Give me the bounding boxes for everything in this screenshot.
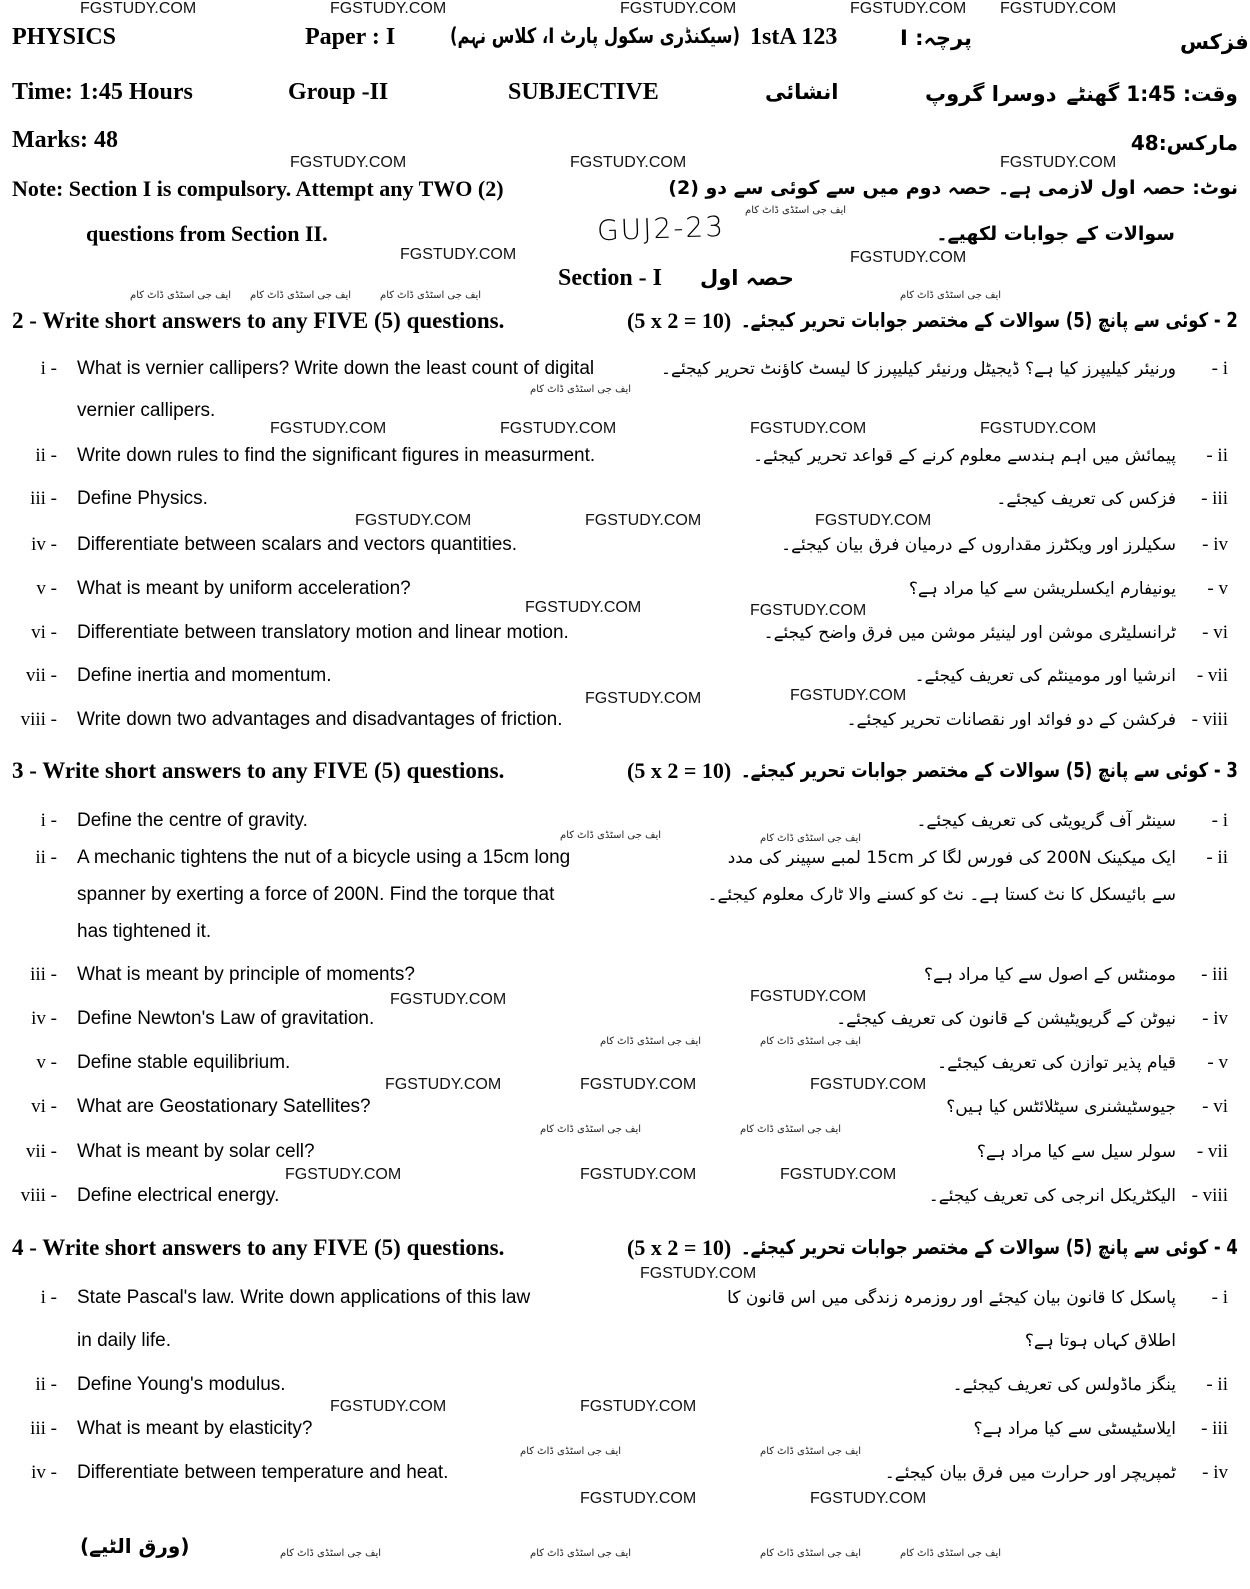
time-ur: وقت: 1:45 گھنٹے [1066, 82, 1238, 106]
question-number: vii - [25, 1141, 57, 1162]
question-heading-en: 4 - Write short answers to any FIVE (5) questions. [12, 1235, 505, 1260]
question-number-ur: - v [1207, 578, 1228, 599]
question-text-ur: پیمائش میں اہم ہندسے معلوم کرنے کے قواعد تحریر کیجئے۔ [753, 446, 1176, 466]
watermark-text: FGSTUDY.COM [810, 1490, 927, 1507]
watermark-text: FGSTUDY.COM [290, 154, 407, 171]
watermark-text: FGSTUDY.COM [570, 154, 687, 171]
watermark-text: FGSTUDY.COM [580, 1166, 697, 1183]
question-text-ur: پاسکل کا قانون بیان کیجئے اور روزمرہ زندگی میں اس قانون کا [727, 1288, 1176, 1308]
question-number-ur: - vii [1196, 665, 1228, 686]
question-text-ur: جیوسٹیشنری سیٹلائٹس کیا ہیں؟ [946, 1097, 1176, 1117]
note-line2-ur: سوالات کے جوابات لکھیے۔ [936, 223, 1175, 245]
watermark-text: FGSTUDY.COM [1000, 0, 1117, 17]
time-en: Time: 1:45 Hours [12, 79, 193, 105]
turn-over-note: (ورق الٹیے) [80, 1534, 190, 1558]
question-number-ur: - iv [1202, 1462, 1228, 1483]
question-text-en: Differentiate between translatory motion and linear motion. [77, 622, 569, 643]
question-text-en: What are Geostationary Satellites? [77, 1096, 371, 1117]
question-number: iv - [31, 534, 57, 555]
watermark-text: FGSTUDY.COM [780, 1166, 897, 1183]
watermark-text-ur: ایف جی اسٹڈی ڈاٹ کام [540, 1124, 642, 1135]
question-heading-ur: 3 - کوئی سے پانچ (5) سوالات کے مختصر جوابات تحریر کیجئے۔ [741, 758, 1238, 782]
question-text-ur: ورنیئر کیلیپرز کیا ہے؟ ڈیجیٹل ورنیئر کیلیپرز کا لیسٹ کاؤنٹ تحریر کیجئے۔ [661, 359, 1176, 379]
section-ur: حصہ اول [700, 266, 794, 290]
watermark-text: FGSTUDY.COM [850, 0, 967, 17]
watermark-text-ur: ایف جی اسٹڈی ڈاٹ کام [760, 1036, 862, 1047]
question-text-ur: انرشیا اور مومینٹم کی تعریف کیجئے۔ [914, 666, 1176, 686]
note-line2-en: questions from Section II. [86, 221, 328, 246]
question-text-ur: ینگز ماڈولس کی تعریف کیجئے۔ [952, 1375, 1176, 1395]
question-number: viii - [20, 1185, 57, 1206]
watermark-text: FGSTUDY.COM [620, 0, 737, 17]
watermark-text-ur: ایف جی اسٹڈی ڈاٹ کام [520, 1446, 622, 1457]
question-text-en: What is meant by elasticity? [77, 1418, 313, 1439]
question-text-en: What is vernier callipers? Write down the least count of digital [77, 358, 595, 379]
watermark-text: FGSTUDY.COM [390, 991, 507, 1008]
watermark-text-ur: ایف جی اسٹڈی ڈاٹ کام [530, 1548, 632, 1559]
question-heading-en: 3 - Write short answers to any FIVE (5) questions. [12, 758, 505, 783]
handwritten-code: GUJ2-23 [596, 209, 726, 248]
question-text-ur: یونیفارم ایکسلریشن سے کیا مراد ہے؟ [908, 579, 1176, 599]
question-text-ur: اطلاق کہاں ہوتا ہے؟ [1024, 1331, 1176, 1351]
watermark-text-ur: ایف جی اسٹڈی ڈاٹ کام [740, 1124, 842, 1135]
question-marks: (5 x 2 = 10) [627, 1235, 732, 1260]
question-number: v - [36, 578, 57, 599]
watermark-text: FGSTUDY.COM [790, 687, 907, 704]
watermark-text: FGSTUDY.COM [270, 420, 387, 437]
watermark-text-ur: ایف جی اسٹڈی ڈاٹ کام [280, 1548, 382, 1559]
question-text-en: has tightened it. [77, 921, 212, 942]
question-number: vi - [31, 1096, 57, 1117]
watermark-text-ur: ایف جی اسٹڈی ڈاٹ کام [380, 290, 482, 301]
watermark-text-ur: ایف جی اسٹڈی ڈاٹ کام [130, 290, 232, 301]
watermark-text: FGSTUDY.COM [585, 512, 702, 529]
question-text-en: in daily life. [77, 1330, 171, 1351]
question-text-ur: نیوٹن کے گریویٹیشن کے قانون کی تعریف کیجئے۔ [836, 1009, 1176, 1029]
question-heading-ur: 4 - کوئی سے پانچ (5) سوالات کے مختصر جوابات تحریر کیجئے۔ [741, 1235, 1238, 1259]
type-en: SUBJECTIVE [508, 79, 659, 105]
question-number: ii - [35, 847, 57, 868]
question-text-en: spanner by exerting a force of 200N. Find the torque that [77, 884, 555, 905]
watermark-text-ur: ایف جی اسٹڈی ڈاٹ کام [560, 830, 662, 841]
question-text-en: A mechanic tightens the nut of a bicycle using a 15cm long [77, 847, 571, 868]
question-number: viii - [20, 709, 57, 730]
question-text-ur: سینٹر آف گریویٹی کی تعریف کیجئے۔ [916, 811, 1176, 831]
question-number-ur: - ii [1206, 1374, 1228, 1395]
watermark-text: FGSTUDY.COM [580, 1490, 697, 1507]
question-text-en: Define Young's modulus. [77, 1374, 286, 1395]
watermark-text: FGSTUDY.COM [500, 420, 617, 437]
watermark-text: FGSTUDY.COM [330, 1398, 447, 1415]
subject-ur: فزکس [1180, 30, 1249, 54]
question-number-ur: - iv [1202, 534, 1228, 555]
watermark-text-ur: ایف جی اسٹڈی ڈاٹ کام [600, 1036, 702, 1047]
watermark-text: FGSTUDY.COM [815, 512, 932, 529]
question-text-en: Write down rules to find the significant figures in measurment. [77, 445, 596, 466]
question-number-ur: - ii [1206, 445, 1228, 466]
question-number-ur: - viii [1191, 1185, 1228, 1206]
question-text-ur: قیام پذیر توازن کی تعریف کیجئے۔ [937, 1053, 1176, 1073]
question-text-en: State Pascal's law. Write down applications of this law [77, 1287, 531, 1308]
question-text-ur: ٹرانسلیٹری موشن اور لینیئر موشن میں فرق واضح کیجئے۔ [763, 623, 1176, 643]
watermark-text: FGSTUDY.COM [1000, 154, 1117, 171]
question-text-ur: مومنٹس کے اصول سے کیا مراد ہے؟ [923, 965, 1176, 985]
paper-en: Paper : I [305, 24, 396, 50]
question-number: i - [40, 1287, 57, 1308]
question-text-ur: ایلاسٹیسٹی سے کیا مراد ہے؟ [973, 1419, 1176, 1439]
question-text-en: vernier callipers. [77, 400, 216, 421]
watermark-text: FGSTUDY.COM [585, 690, 702, 707]
question-text-ur: الیکٹریکل انرجی کی تعریف کیجئے۔ [928, 1186, 1176, 1206]
watermark-text: FGSTUDY.COM [580, 1398, 697, 1415]
question-number-ur: - i [1211, 358, 1228, 379]
question-text-ur: فزکس کی تعریف کیجئے۔ [996, 489, 1176, 509]
watermark-text: FGSTUDY.COM [750, 420, 867, 437]
question-text-en: Write down two advantages and disadvantages of friction. [77, 709, 563, 730]
question-number: i - [40, 810, 57, 831]
question-number-ur: - vi [1202, 622, 1228, 643]
question-number-ur: - i [1211, 1287, 1228, 1308]
question-text-en: Define electrical energy. [77, 1185, 280, 1206]
subject-en: PHYSICS [12, 24, 117, 50]
question-number-ur: - vi [1202, 1096, 1228, 1117]
question-heading-en: 2 - Write short answers to any FIVE (5) questions. [12, 308, 505, 333]
watermark-text: FGSTUDY.COM [400, 246, 517, 263]
watermark-text: FGSTUDY.COM [330, 0, 447, 17]
question-number: ii - [35, 1374, 57, 1395]
watermark-text-ur: ایف جی اسٹڈی ڈاٹ کام [530, 384, 632, 395]
question-marks: (5 x 2 = 10) [627, 758, 732, 783]
question-text-ur: فرکشن کے دو فوائد اور نقصانات تحریر کیجئے۔ [846, 710, 1176, 730]
note-line1-en: Note: Section I is compulsory. Attempt any TWO (2) [12, 176, 504, 201]
question-text-en: Define stable equilibrium. [77, 1052, 291, 1073]
question-text-ur: ٹمپریچر اور حرارت میں فرق بیان کیجئے۔ [884, 1463, 1176, 1483]
title-ur: (سیکنڈری سکول پارٹ I، کلاس نہم) [450, 24, 740, 48]
watermark-text: FGSTUDY.COM [640, 1265, 757, 1282]
question-number: iv - [31, 1008, 57, 1029]
question-text-en: Define inertia and momentum. [77, 665, 332, 686]
question-text-ur: ایک میکینک 200N کی فورس لگا کر 15cm لمبے سپینر کی مدد [727, 848, 1176, 868]
watermark-text: FGSTUDY.COM [355, 512, 472, 529]
question-number-ur: - vii [1196, 1141, 1228, 1162]
question-number: v - [36, 1052, 57, 1073]
question-text-en: Define Newton's Law of gravitation. [77, 1008, 375, 1029]
watermark-text-ur: ایف جی اسٹڈی ڈاٹ کام [745, 205, 847, 216]
question-number: iii - [30, 1418, 57, 1439]
question-text-en: What is meant by solar cell? [77, 1141, 315, 1162]
question-number: vii - [25, 665, 57, 686]
question-number: iii - [30, 488, 57, 509]
watermark-text-ur: ایف جی اسٹڈی ڈاٹ کام [760, 1446, 862, 1457]
question-number-ur: - iv [1202, 1008, 1228, 1029]
question-number-ur: - iii [1201, 964, 1228, 985]
question-number: i - [40, 358, 57, 379]
type-ur: انشائی [765, 80, 839, 104]
question-number: vi - [31, 622, 57, 643]
question-text-en: Differentiate between temperature and heat. [77, 1462, 449, 1483]
question-number: iv - [31, 1462, 57, 1483]
question-number-ur: - v [1207, 1052, 1228, 1073]
watermark-text: FGSTUDY.COM [580, 1076, 697, 1093]
question-text-en: What is meant by uniform acceleration? [77, 578, 411, 599]
question-text-ur: سکیلرز اور ویکٹرز مقداروں کے درمیان فرق بیان کیجئے۔ [781, 535, 1176, 555]
watermark-text: FGSTUDY.COM [750, 602, 867, 619]
watermark-text: FGSTUDY.COM [750, 988, 867, 1005]
watermark-text-ur: ایف جی اسٹڈی ڈاٹ کام [900, 1548, 1002, 1559]
question-text-en: Differentiate between scalars and vectors quantities. [77, 534, 518, 555]
marks-en: Marks: 48 [12, 127, 118, 153]
question-text-en: Define the centre of gravity. [77, 810, 308, 831]
group-ur: دوسرا گروپ [925, 82, 1057, 106]
watermark-text: FGSTUDY.COM [80, 0, 197, 17]
group-en: Group -II [288, 79, 389, 105]
question-number-ur: - i [1211, 810, 1228, 831]
question-number: iii - [30, 964, 57, 985]
watermark-text: FGSTUDY.COM [385, 1076, 502, 1093]
paper-code: 1stA 123 [750, 24, 838, 50]
watermark-text: FGSTUDY.COM [850, 249, 967, 266]
question-heading-ur: 2 - کوئی سے پانچ (5) سوالات کے مختصر جوابات تحریر کیجئے۔ [741, 308, 1238, 332]
watermark-text: FGSTUDY.COM [525, 599, 642, 616]
question-number-ur: - viii [1191, 709, 1228, 730]
question-text-ur: سولر سیل سے کیا مراد ہے؟ [976, 1142, 1176, 1162]
question-text-en: Define Physics. [77, 488, 208, 509]
paper-ur: پرچہ: I [900, 26, 972, 50]
marks-ur: مارکس:48 [1130, 131, 1238, 155]
watermark-text-ur: ایف جی اسٹڈی ڈاٹ کام [760, 833, 862, 844]
note-line1-ur: نوٹ: حصہ اول لازمی ہے۔ حصہ دوم میں سے کوئی سے دو (2) [668, 177, 1238, 199]
question-number-ur: - iii [1201, 488, 1228, 509]
question-number-ur: - ii [1206, 847, 1228, 868]
question-text-ur: سے بائیسکل کا نٹ کستا ہے۔ نٹ کو کسنے والا ٹارک معلوم کیجئے۔ [707, 885, 1176, 905]
section-en: Section - I [558, 265, 662, 291]
question-number: ii - [35, 445, 57, 466]
watermark-text-ur: ایف جی اسٹڈی ڈاٹ کام [760, 1548, 862, 1559]
watermark-text-ur: ایف جی اسٹڈی ڈاٹ کام [900, 290, 1002, 301]
watermark-text: FGSTUDY.COM [285, 1166, 402, 1183]
question-marks: (5 x 2 = 10) [627, 308, 732, 333]
watermark-text-ur: ایف جی اسٹڈی ڈاٹ کام [250, 290, 352, 301]
watermark-text: FGSTUDY.COM [980, 420, 1097, 437]
question-text-en: What is meant by principle of moments? [77, 964, 415, 985]
watermark-text: FGSTUDY.COM [810, 1076, 927, 1093]
question-number-ur: - iii [1201, 1418, 1228, 1439]
